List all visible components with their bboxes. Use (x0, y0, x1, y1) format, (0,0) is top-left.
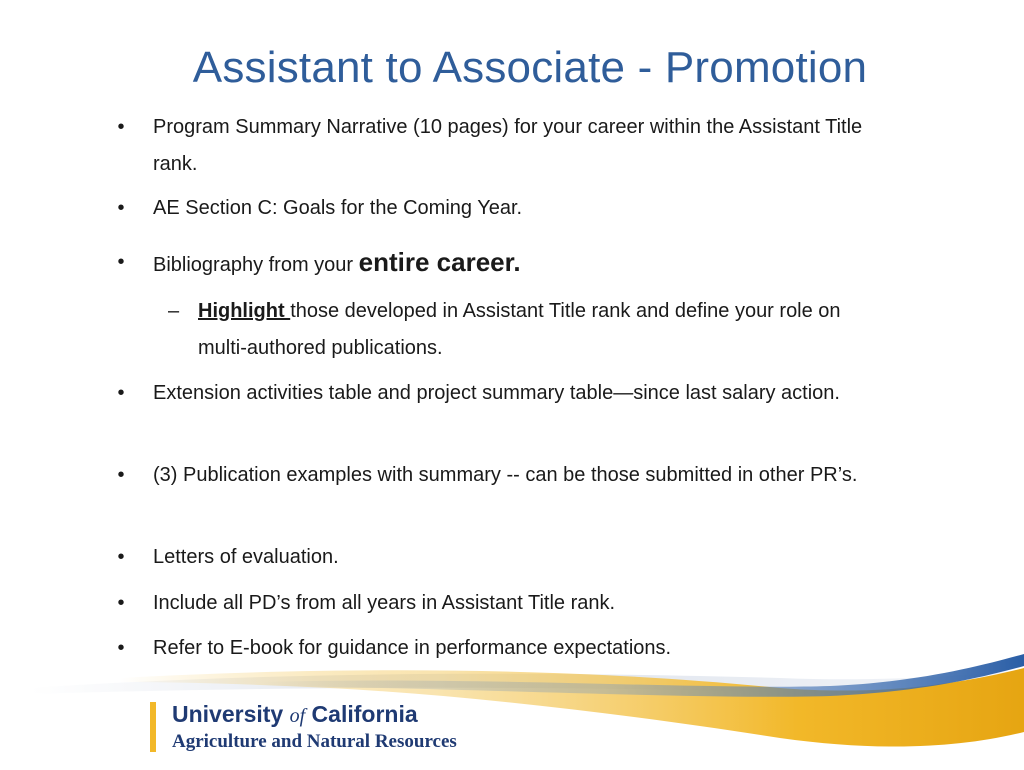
bullet-icon: • (117, 592, 125, 614)
list-item (117, 539, 893, 576)
list-item (117, 244, 893, 284)
bullet-icon: • (117, 251, 125, 273)
bullet-icon: • (117, 637, 125, 659)
bullet-emphasis: entire career. (358, 247, 521, 277)
bullet-icon: • (117, 546, 125, 568)
slide-title: Assistant to Associate - Promotion (192, 43, 868, 92)
logo-text-california: California (305, 701, 418, 727)
list-item (117, 585, 893, 622)
bullet-text: those developed in Assistant Title rank and define your role on multi-authored publications. (198, 300, 841, 359)
logo-text-university: University (172, 701, 290, 727)
list-item (117, 190, 893, 227)
list-item (168, 293, 888, 367)
bullet-text: Bibliography from your (153, 254, 359, 276)
list-item (117, 457, 893, 494)
bullet-icon: • (117, 197, 125, 219)
logo-university-name (172, 700, 418, 730)
bullet-text: Extension activities table and project summary table—since last salary action. (153, 382, 840, 404)
list-item (117, 375, 893, 412)
highlight-text: Highlight (198, 300, 291, 322)
bullet-text: Refer to E-book for guidance in performance expectations. (153, 637, 672, 659)
bullet-text: AE Section C: Goals for the Coming Year. (153, 197, 523, 219)
bullet-text: (3) Publication examples with summary -- can be those submitted in other PR’s. (153, 464, 858, 486)
list-item (117, 109, 893, 183)
bullet-icon: • (117, 116, 125, 138)
bullet-text: Include all PD’s from all years in Assistant Title rank. (153, 592, 616, 614)
bullet-text: Program Summary Narrative (10 pages) for your career within the Assistant Title rank. (153, 116, 863, 175)
logo-division-name: Agriculture and Natural Resources (172, 731, 457, 752)
logo-accent-bar (150, 702, 156, 752)
bullet-icon: • (117, 464, 125, 486)
bullet-text: Letters of evaluation. (153, 546, 339, 568)
bullet-icon: • (117, 382, 125, 404)
sub-bullet-icon: – (168, 300, 180, 322)
logo-text-of: of (289, 705, 306, 727)
